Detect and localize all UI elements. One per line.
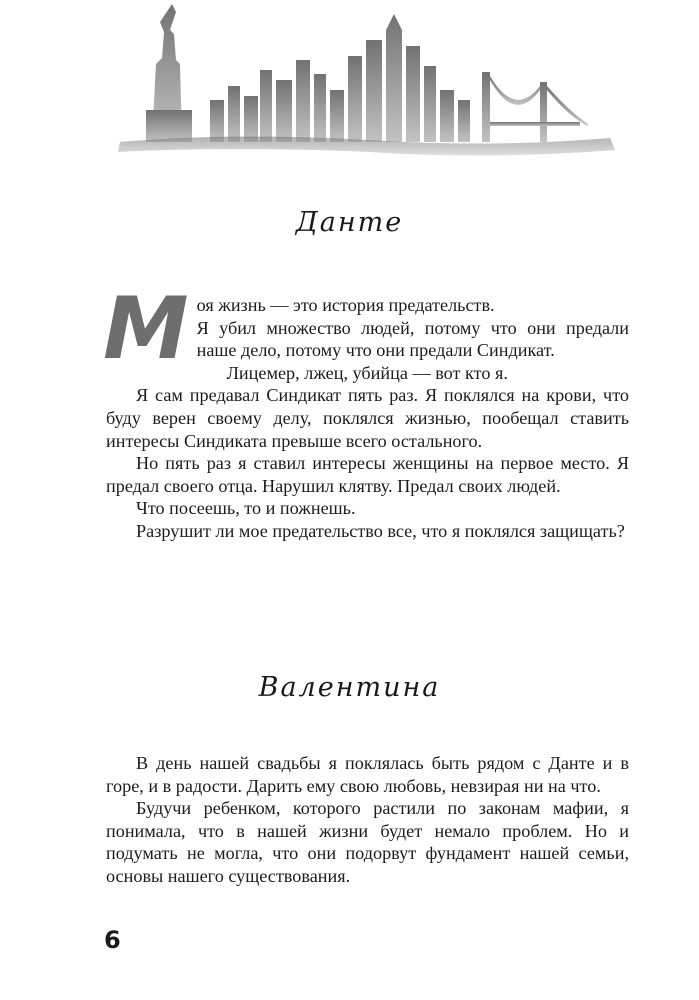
chapter-heading-valentina: Валентина (258, 672, 441, 703)
paragraph: Я убил множество людей, потому что они предали наше дело, потому что они предали Синдикат. (196, 317, 629, 361)
chapter-valentina-body (106, 752, 629, 888)
paragraph: Будучи ребенком, которого растили по законам мафии, я понимала, что в нашей жизни будет немало проблем. Но и подумать не могла, что они подорвут фундамент нашей семьи, основы нашего существования. (106, 798, 629, 886)
paragraph: В день нашей свадьбы я поклялась быть рядом с Данте и в горе, и в радости. Дарить ему свою любовь, невзирая ни на что. (106, 753, 629, 796)
paragraph: Я сам предавал Синдикат пять раз. Я поклялся на крови, что буду верен своему делу, поклялся жизнью, пообещал ставить интересы Синдиката превыше всего остального. (106, 385, 629, 451)
page-number: 6 (104, 926, 121, 954)
chapter-dante-body (103, 279, 629, 543)
paragraph: Что посеешь, то и пожнешь. (136, 498, 356, 519)
chapter-heading-dante: Данте (295, 207, 404, 238)
paragraph: оя жизнь — это история предательств. (196, 295, 495, 315)
drop-cap-letter: М (103, 279, 189, 379)
paragraph: Лицемер, лжец, убийца — вот кто я. (226, 362, 508, 383)
paragraph: Разрушит ли мое предательство все, что я поклялся защищать? (136, 520, 625, 541)
city-skyline-illustration (110, 0, 630, 180)
paragraph: Но пять раз я ставил интересы женщины на первое место. Я предал своего отца. Нарушил клятву. Предал своих людей. (106, 453, 629, 496)
